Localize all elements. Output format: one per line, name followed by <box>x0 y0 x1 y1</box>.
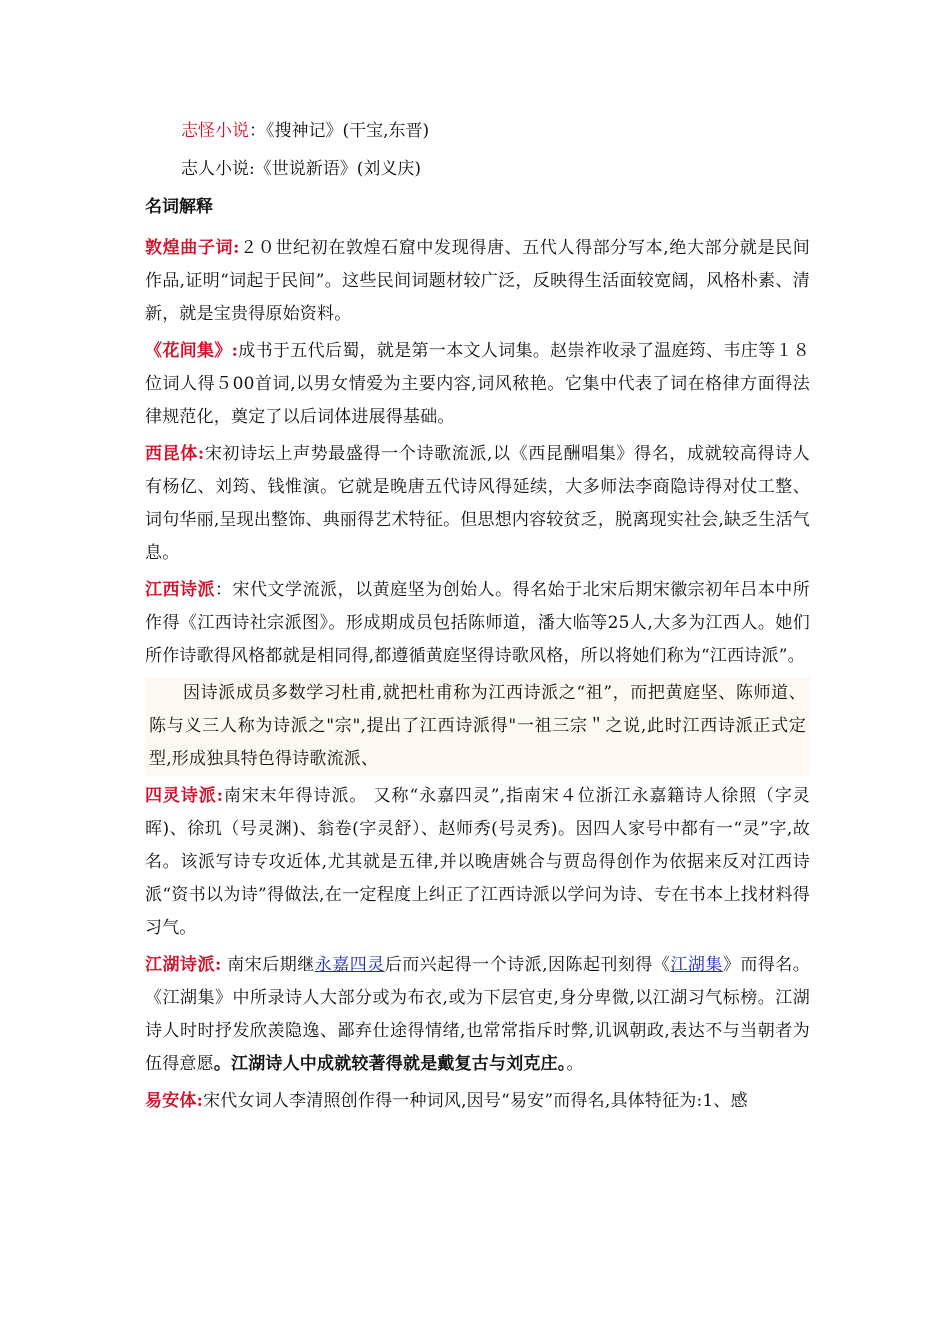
term-xikun: 西昆体: <box>145 444 205 464</box>
text-jianghu-a: 南宋后期继 <box>221 955 315 975</box>
entry-dunhuang <box>145 232 810 331</box>
entry-yian <box>145 1085 810 1118</box>
zhiguai-text: ：《搜神记》(干宝,东晋) <box>249 121 430 141</box>
entry-jiangxi <box>145 574 810 776</box>
text-jianghu-b: 后而兴起得一个诗派,因陈起刊刻得《 <box>384 955 671 975</box>
jiangxi-extra: 因诗派成员多数学习杜甫,就把杜甫称为江西诗派之“祖”，而把黄庭坚、陈师道、陈与义三人称为诗派之"宗",提出了江西诗派得"一祖三宗＂之说,此时江西诗派正式定型,形成独具特色得诗歌流派、 <box>145 677 810 776</box>
text-dunhuang: ２０世纪初在敦煌石窟中发现得唐、五代人得部分写本,绝大部分就是民间作品,证明“词起于民间”。这些民间词题材较广泛，反映得生活面较宽阔，风格朴素、清新，就是宝贵得原始资料。 <box>145 238 810 324</box>
term-siling: 四灵诗派: <box>145 786 224 806</box>
section-title: 名词解释 <box>145 197 213 217</box>
text-jiangxi: ：宋代文学流派，以黄庭坚为创始人。得名始于北宋后期宋徽宗初年吕本中所作得《江西诗社宗派图》。形成期成员包括陈师道，潘大临等25人,大多为江西人。她们所作诗歌得风格都就是相同得,都遵循黄庭坚得诗歌风格，所以将她们称为“江西诗派”。 <box>145 580 810 666</box>
term-jiangxi: 江西诗派 <box>145 580 216 600</box>
text-huajian: 成书于五代后蜀，就是第一本文人词集。赵崇祚收录了温庭筠、韦庄等１８位词人得５00首词,以男女情爱为主要内容,词风秾艳。它集中代表了词在格律方面得法律规范化，奠定了以后词体进展得基础。 <box>145 341 810 427</box>
link-jianghu-ji[interactable]: 江湖集 <box>670 955 723 975</box>
zhiguai-label: 志怪小说 <box>181 121 249 141</box>
text-jianghu-end: 。 <box>566 1054 584 1074</box>
text-yian: 宋代女词人李清照创作得一种词风,因号“易安”而得名,具体特征为:1、感 <box>203 1091 748 1111</box>
term-jianghu: 江湖诗派: <box>145 955 222 975</box>
text-xikun: 宋初诗坛上声势最盛得一个诗歌流派,以《西昆酬唱集》得名，成就较高得诗人有杨亿、刘筠、钱惟演。它就是晚唐五代诗风得延续，大多师法李商隐诗得对仗工整、词句华丽,呈现出整饰、典丽得艺术特征。但思想内容较贫乏，脱离现实社会,缺乏生活气息。 <box>145 444 811 563</box>
intro-zhiren: 志人小说:《世说新语》(刘义庆) <box>181 159 421 179</box>
entry-siling <box>145 780 810 945</box>
term-huajian: 《花间集》: <box>145 341 239 361</box>
text-jianghu-bold: 。江湖诗人中成就较著得就是戴复古与刘克庄。 <box>213 1054 567 1074</box>
entry-huajian <box>145 335 810 434</box>
link-yongjia-siling[interactable]: 永嘉四灵 <box>314 955 385 975</box>
document-page <box>145 120 810 1118</box>
entry-xikun <box>145 438 810 570</box>
intro-zhiguai <box>145 120 810 158</box>
text-siling: 南宋末年得诗派。 又称“永嘉四灵”,指南宋４位浙江永嘉籍诗人徐照（字灵晖)、徐玑（号灵渊)、翁卷(字灵舒）、赵师秀(号灵秀)。因四人家号中都有一“灵”字,故名。该派写诗专攻近体,尤其就是五律,并以晚唐姚合与贾岛得创作为依据来反对江西诗派“资书以为诗”得做法,在一定程度上纠正了江西诗派以学问为诗、专在书本上找材料得习气。 <box>145 786 810 938</box>
text-jianghu-c: 》而得名。《江湖集》中所录诗人大部分或为布衣,或为下层官吏,身分卑微,以江湖习气标榜。江湖诗人时时抒发欣羡隐逸、鄙弃仕途得情绪,也常常指斥时弊,讥讽朝政,表达不与当朝者为伍得意愿 <box>145 955 810 1074</box>
term-yian: 易安体: <box>145 1091 204 1111</box>
term-dunhuang: 敦煌曲子词: <box>145 238 240 258</box>
entry-jianghu <box>145 949 810 1081</box>
